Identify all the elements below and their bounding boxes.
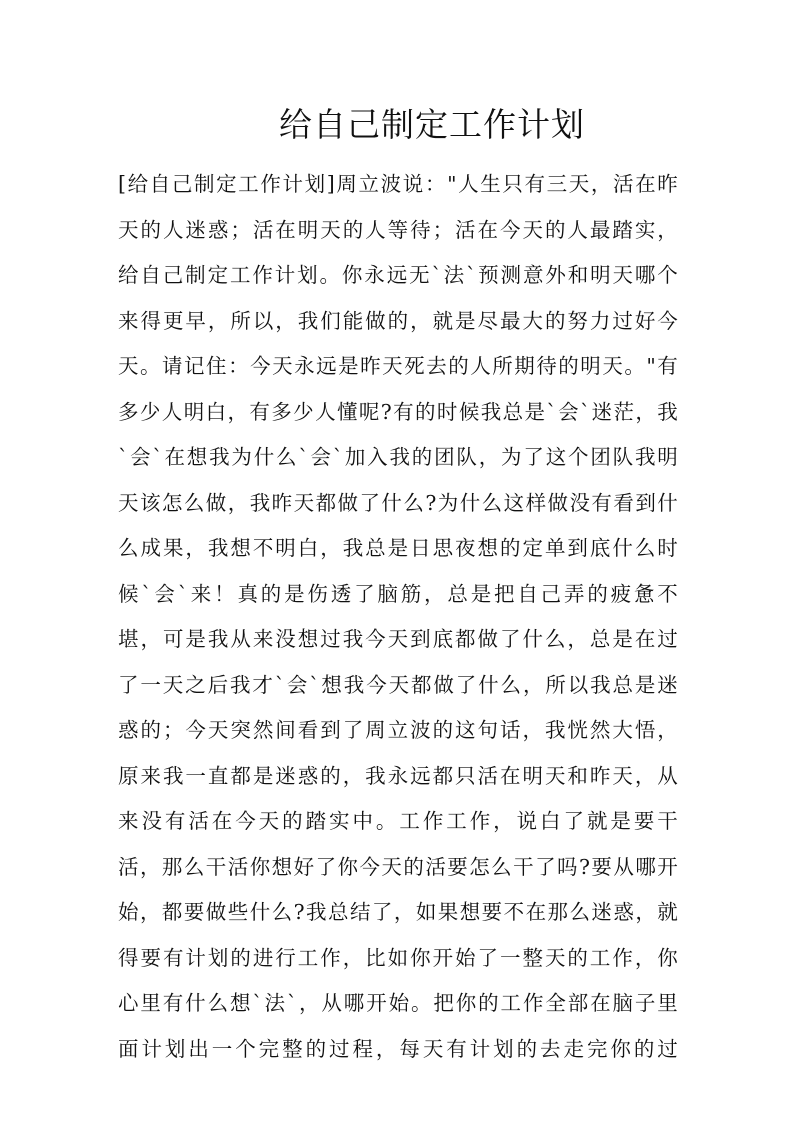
body-line: 多少人明白，有多少人懂呢?有的时候我总是`会`迷茫，我 (118, 399, 678, 424)
body-line: 惑的；今天突然间看到了周立波的这句话，我恍然大悟， (118, 718, 678, 742)
body-line: 活，那么干活你想好了你今天的活要怎么干了吗?要从哪开 (118, 854, 678, 879)
body-line: 来得更早，所以，我们能做的，就是尽最大的努力过好今 (118, 308, 678, 333)
body-line: 面计划出一个完整的过程，每天有计划的去走完你的过 (118, 1036, 678, 1061)
body-line: 堪，可是我从来没想过我今天到底都做了什么，总是在过 (118, 627, 678, 651)
body-line: 么成果，我想不明白，我总是日思夜想的定单到底什么时 (118, 536, 678, 560)
body-line: 给自己制定工作计划。你永远无`法`预测意外和明天哪个 (118, 263, 678, 287)
body-line: 始，都要做些什么?我总结了，如果想要不在那么迷惑，就 (118, 900, 678, 924)
body-line: 候`会`来！真的是伤透了脑筋，总是把自己弄的疲惫不 (118, 581, 678, 606)
body-line: 天的人迷惑；活在明天的人等待；活在今天的人最踏实， (118, 217, 678, 242)
body-line: 天该怎么做，我昨天都做了什么?为什么这样做没有看到什 (118, 490, 678, 515)
body-line: 来没有活在今天的踏实中。工作工作，说白了就是要干 (118, 809, 678, 833)
body-line: 天。请记住：今天永远是昨天死去的人所期待的明天。"有 (118, 354, 678, 378)
body-line: [给自己制定工作计划]周立波说："人生只有三天，活在昨 (118, 172, 678, 196)
document-title: 给自己制定工作计划 (279, 105, 585, 144)
body-line: `会`在想我为什么`会`加入我的团队，为了这个团队我明 (118, 445, 678, 469)
body-line: 心里有什么想`法`，从哪开始。把你的工作全部在脑子里 (118, 991, 678, 1015)
document-body (118, 162, 678, 1072)
body-line: 了一天之后我才`会`想我今天都做了什么，所以我总是迷 (118, 672, 678, 697)
body-line: 得要有计划的进行工作，比如你开始了一整天的工作，你 (118, 945, 678, 970)
body-line: 原来我一直都是迷惑的，我永远都只活在明天和昨天，从 (118, 763, 678, 788)
